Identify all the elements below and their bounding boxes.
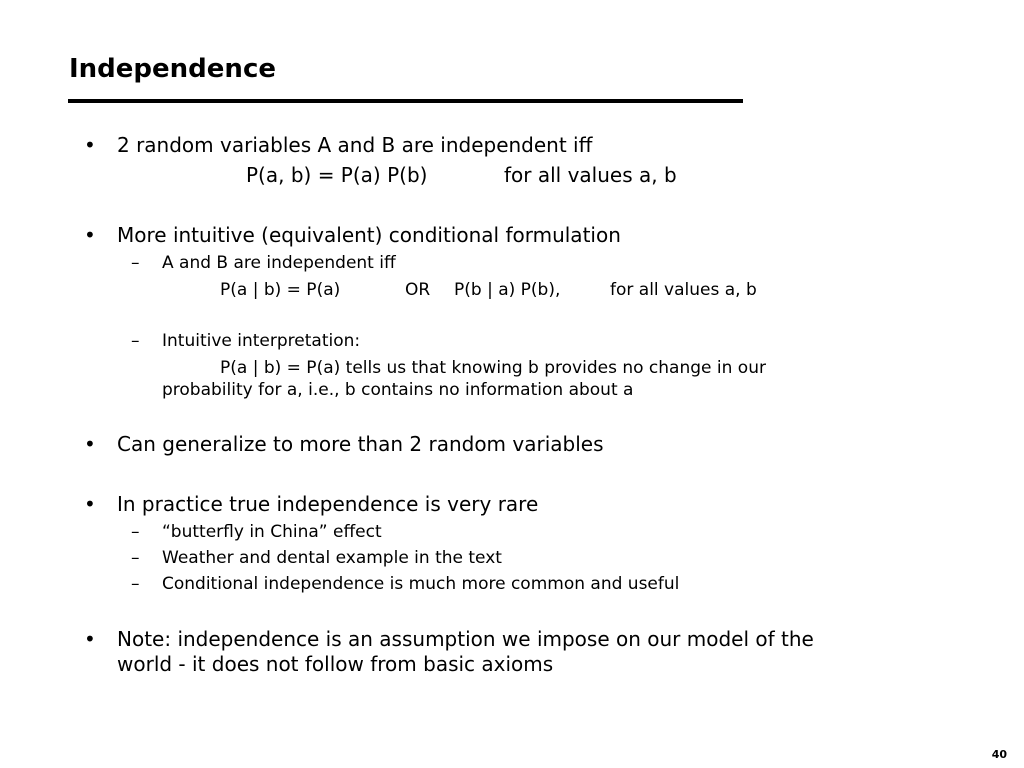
bullet-4-text: In practice true independence is very rare [117,492,539,516]
sub-bullet-marker: – [131,331,140,351]
bullet-marker: • [84,627,96,651]
bullet-4-sub-3: Conditional independence is much more common and useful [162,574,680,594]
bullet-2-sub-2-line-2: probability for a, i.e., b contains no information about a [162,380,634,400]
bullet-marker: • [84,492,96,516]
bullet-4-sub-2: Weather and dental example in the text [162,548,502,568]
bullet-2-sub-1-formula-left: P(a | b) = P(a) [220,280,341,300]
bullet-2-sub-2: Intuitive interpretation: [162,331,361,351]
sub-bullet-marker: – [131,522,140,542]
bullet-marker: • [84,133,96,157]
bullet-1-formula-note: for all values a, b [504,163,677,187]
bullet-1-text: 2 random variables A and B are independent iff [117,133,593,157]
bullet-2-sub-1-formula-or: OR [405,280,431,300]
sub-bullet-marker: – [131,574,140,594]
bullet-5-line-2: world - it does not follow from basic axioms [117,652,554,676]
bullet-2-sub-1: A and B are independent iff [162,253,396,273]
bullet-4-sub-1: “butterfly in China” effect [162,522,382,542]
page-number: 40 [991,748,1007,761]
bullet-marker: • [84,432,96,456]
bullet-marker: • [84,223,96,247]
bullet-2-sub-1-formula-right: P(b | a) P(b), [454,280,561,300]
sub-bullet-marker: – [131,253,140,273]
bullet-3-text: Can generalize to more than 2 random variables [117,432,604,456]
bullet-1-formula: P(a, b) = P(a) P(b) [246,163,428,187]
bullet-5-line-1: Note: independence is an assumption we impose on our model of the [117,627,814,651]
sub-bullet-marker: – [131,548,140,568]
bullet-2-sub-2-line-1: P(a | b) = P(a) tells us that knowing b provides no change in our [220,358,766,378]
slide-title: Independence [69,54,276,84]
bullet-2-sub-1-formula-note: for all values a, b [610,280,757,300]
title-underline [68,99,743,103]
bullet-2-text: More intuitive (equivalent) conditional formulation [117,223,621,247]
